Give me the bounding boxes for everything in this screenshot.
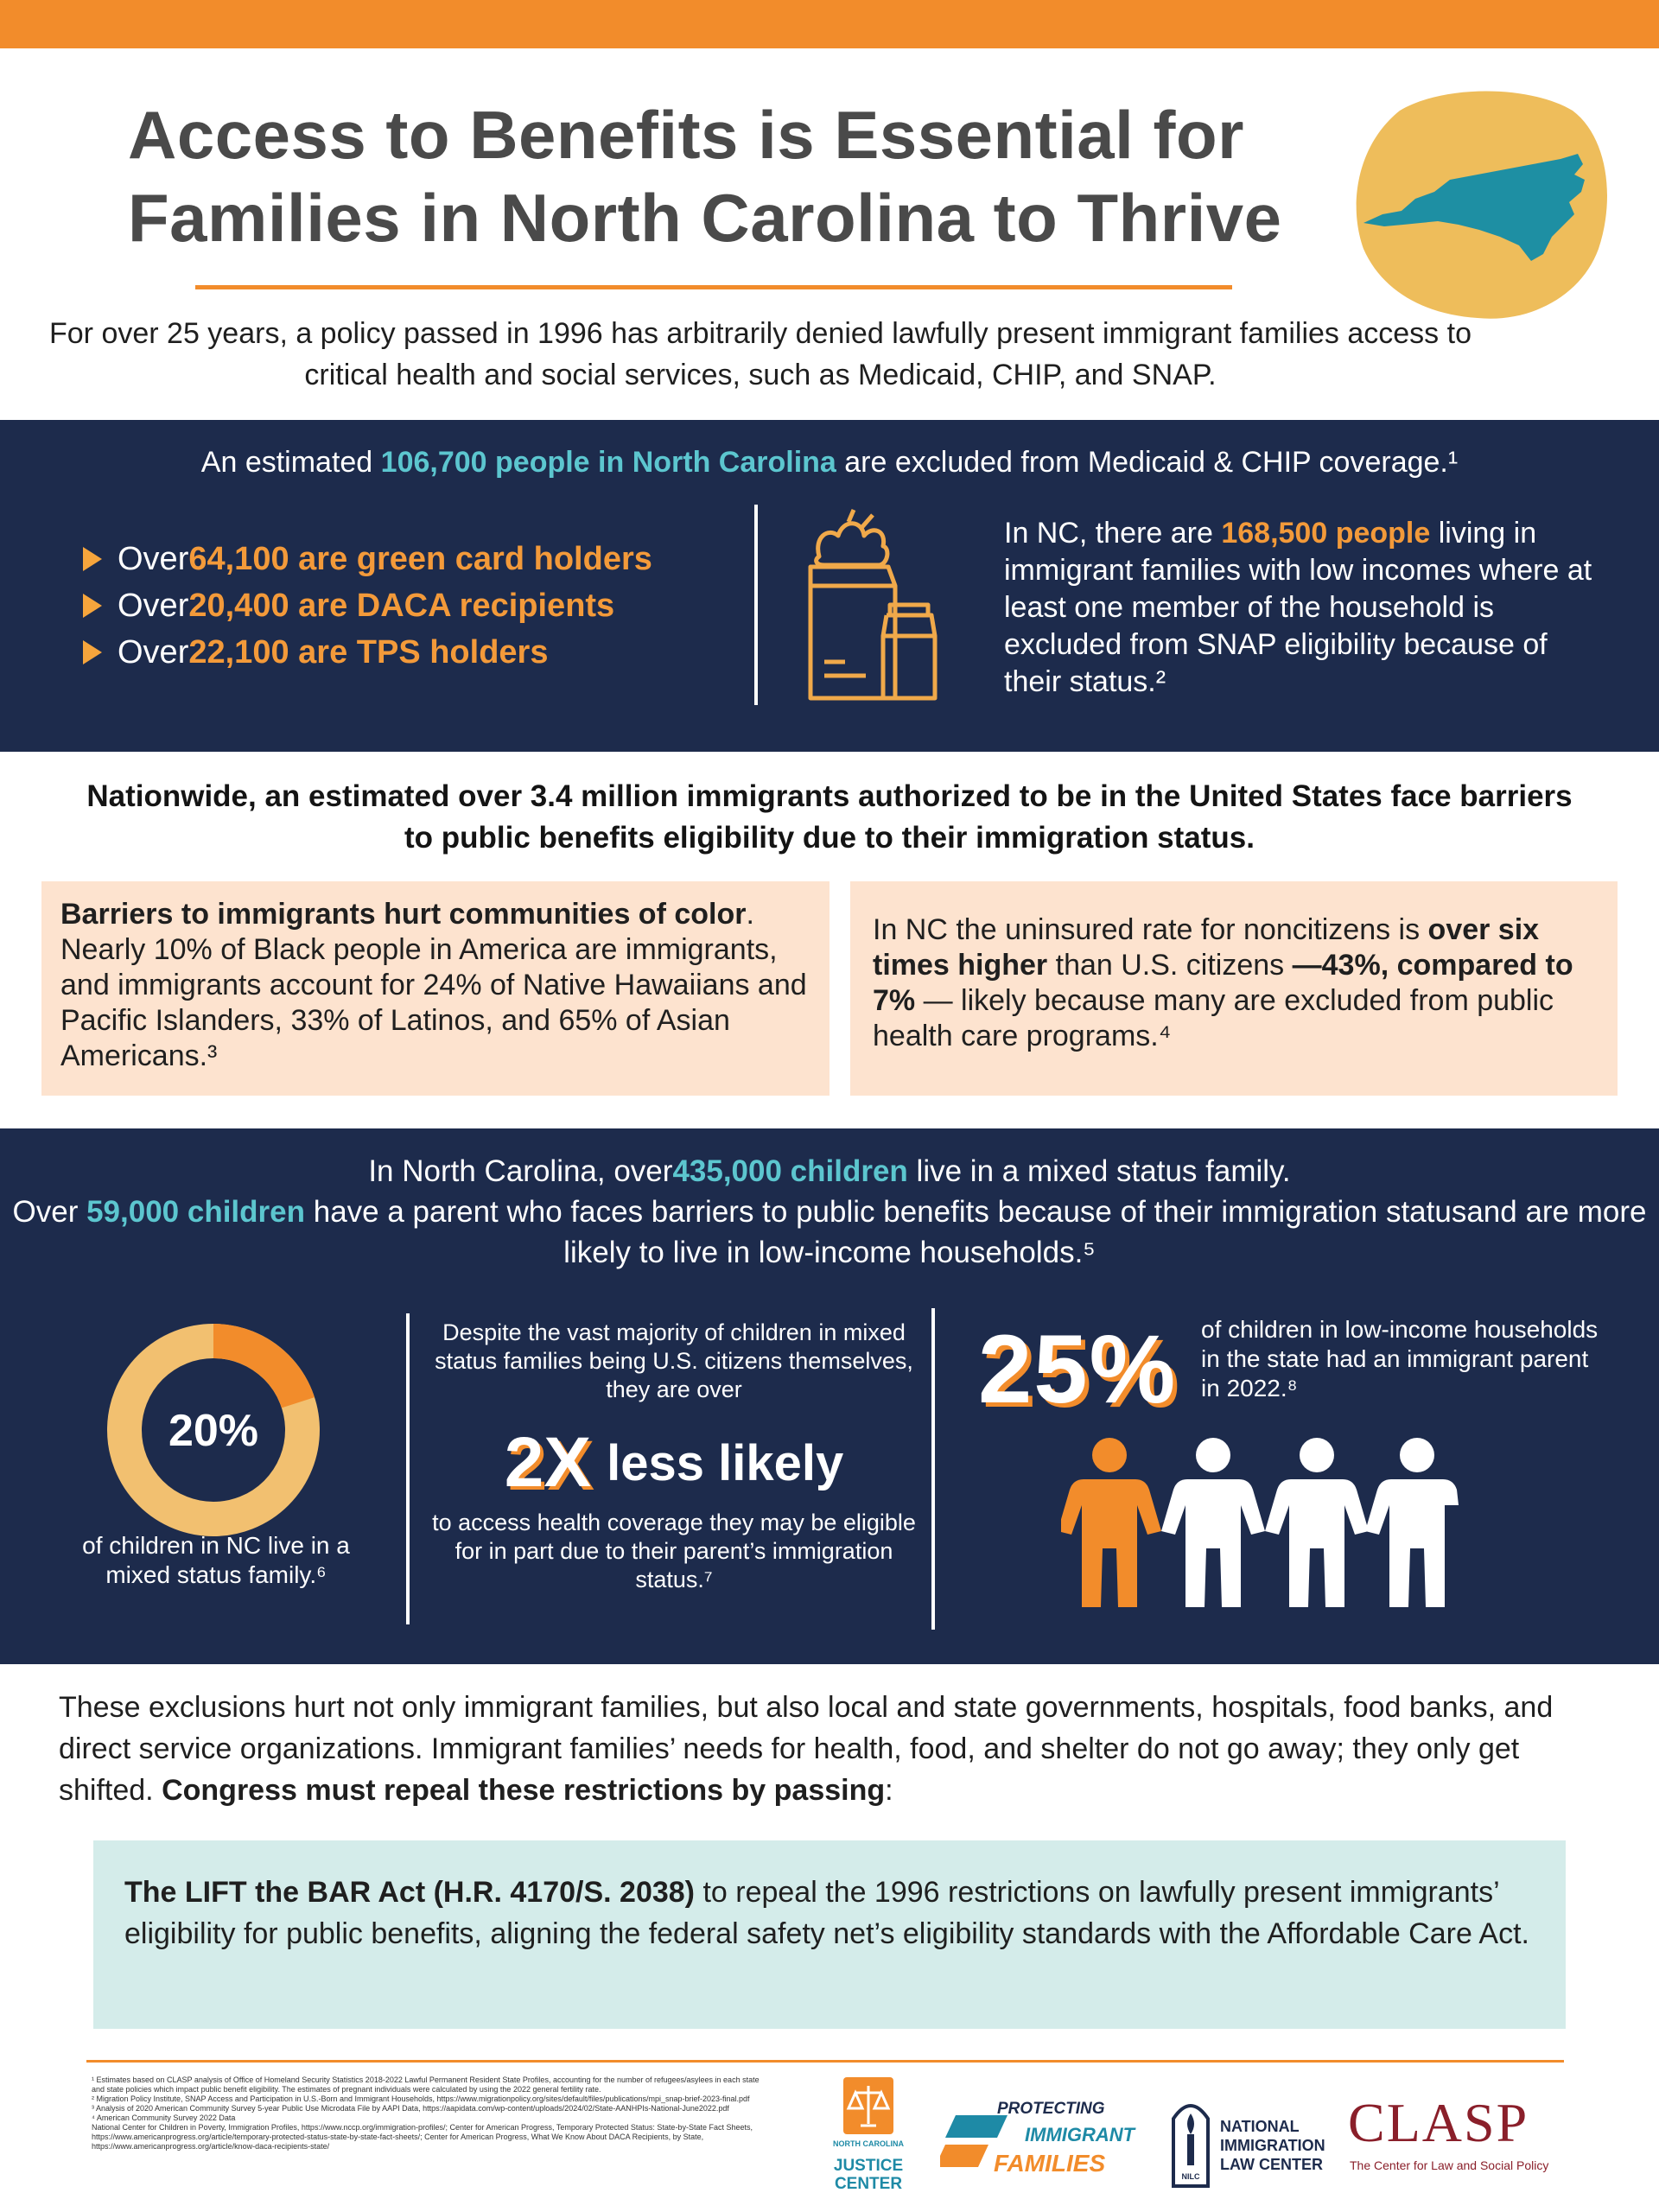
- uninsured-pre: In NC the uninsured rate for noncitizens is: [873, 913, 1428, 946]
- medicaid-headline: [0, 442, 1659, 482]
- lift-bold: The LIFT the BAR Act (H.R. 4170/S. 2038): [124, 1876, 695, 1909]
- national-immigration-law-center-logo: [1166, 2089, 1348, 2193]
- bullet-pre: Over: [118, 588, 189, 624]
- bullet-triangle-icon: [83, 640, 102, 664]
- children-section: [0, 1128, 1659, 1664]
- uninsured-mid: than U.S. citizens: [1047, 949, 1293, 982]
- two-x-value: 2X: [504, 1423, 592, 1502]
- vertical-divider: [754, 505, 758, 705]
- less-likely-detail: to access health coverage they may be eligible for in part due to their parent’s immigration status.⁷: [432, 1510, 916, 1592]
- snap-exclusion-text: [1004, 515, 1609, 701]
- uninsured-bold-1: over six times higher: [873, 913, 1540, 982]
- lift-rest: to repeal the 1996 restrictions on lawfully present immigrants’ eligibility for public benefits, aligning the federal safety net’s eligibility standards with the Affordable Care Act.: [124, 1876, 1530, 1950]
- bullet-pre: Over: [118, 634, 189, 671]
- grocery-bag-icon: [793, 506, 949, 705]
- barriers-rest: . Nearly 10% of Black people in America are immigrants, and immigrants account for 24% of Native Hawaiians and Pacific Islanders, 33% of Latinos, and 65% of Asian Americans.³: [60, 898, 807, 1072]
- exclusions-colon: :: [885, 1774, 893, 1807]
- pif-line-3: FAMILIES: [994, 2150, 1106, 2177]
- title-line-2: Families in North Carolina to Thrive: [128, 180, 1282, 256]
- person-icon: [1161, 1438, 1265, 1607]
- children-line1-post: live in a mixed status family.: [907, 1154, 1291, 1188]
- north-carolina-map-icon: [1348, 85, 1612, 323]
- uninsured-bold-2: —43%, compared to 7%: [873, 949, 1573, 1017]
- children-line1-highlight: 435,000 children: [672, 1154, 908, 1188]
- page-title: [128, 93, 1355, 259]
- footnote: ³ Analysis of 2020 American Community Survey 5-year Public Use Microdata File by AAPI Data, https://aapidata.com/wp-content/uploads/2024/02/State-AANHPIs-National-June2022.pdf: [92, 2104, 729, 2113]
- exclusions-bold: Congress must repeal these restrictions by passing: [162, 1774, 886, 1807]
- exclusions-paragraph: [59, 1687, 1614, 1811]
- nilc-line-3: LAW CENTER: [1220, 2156, 1323, 2173]
- footnotes: [92, 2075, 766, 2152]
- list-item: [83, 582, 757, 629]
- bullet-triangle-icon: [83, 547, 102, 571]
- immigrant-parent-percentage: 25%: [978, 1315, 1178, 1423]
- bullet-highlight: 22,100 are TPS holders: [188, 634, 549, 671]
- bullet-highlight: 64,100 are green card holders: [188, 541, 652, 577]
- person-icon: [1265, 1438, 1369, 1607]
- intro-text: For over 25 years, a policy passed in 1996 has arbitrarily denied lawfully present immigrant families access to critical health and social services, such as Medicaid, CHIP, and SNAP.: [49, 317, 1471, 391]
- footnote: ⁴ American Community Survey 2022 Data: [92, 2113, 236, 2122]
- people-icon: [1061, 1436, 1459, 1609]
- barriers-bold: Barriers to immigrants hurt communities of color: [60, 898, 747, 931]
- donut-value: 20%: [168, 1406, 259, 1456]
- bullet-pre: Over: [118, 541, 189, 577]
- children-line2-highlight: 59,000 children: [86, 1195, 305, 1229]
- nilc-line-2: IMMIGRATION: [1220, 2137, 1325, 2154]
- donut-caption: of children in NC live in a mixed status family.⁶: [82, 1532, 350, 1588]
- nilc-name: [1220, 2117, 1325, 2174]
- clasp-tagline: The Center for Law and Social Policy: [1350, 2158, 1549, 2172]
- less-likely-stat: [432, 1422, 916, 1503]
- mixed-status-donut-chart: [104, 1320, 323, 1540]
- pif-line-2: IMMIGRANT: [1025, 2124, 1135, 2145]
- exclusions-text: These exclusions hurt not only immigrant families, but also local and state governments, hospitals, food banks, and direct service organizations. Immigrant families’ needs for health, food, and shelter do not go away; they only get shifted.: [59, 1691, 1554, 1807]
- nationwide-statement: Nationwide, an estimated over 3.4 million immigrants authorized to be in the United States face barriers to public benefits eligibility due to their immigration status.: [86, 779, 1573, 855]
- medicaid-headline-post: are excluded from Medicaid & CHIP coverage.¹: [836, 446, 1459, 479]
- snap-pre: In NC, there are: [1004, 517, 1222, 550]
- njc-name-label: JUSTICE CENTER: [833, 2157, 904, 2193]
- justice-scales-icon: [830, 2075, 907, 2138]
- snap-post: living in immigrant families with low incomes where at least one member of the household is excluded from SNAP eligibility because of their status.²: [1004, 517, 1592, 698]
- children-line2-post: have a parent who faces barriers to public benefits because of their immigration statusand are more likely to live in low-income households.⁵: [305, 1195, 1647, 1269]
- uninsured-rate-card: [850, 881, 1618, 1096]
- footer-divider: [86, 2060, 1564, 2063]
- nilc-line-1: NATIONAL: [1220, 2118, 1300, 2135]
- children-line1-pre: In North Carolina, over: [368, 1154, 673, 1188]
- footnote: ¹ Estimates based on CLASP analysis of Office of Homeland Security Statistics 2018-2022 Lawful Permanent Resident State Profiles, accounting for the number of refugees/asylees in each state and state policies which impact public benefit eligibility. The estimates of pregnant individuals were calculated by using the 2022 general fertility rate.: [92, 2075, 760, 2094]
- medicaid-headline-highlight: 106,700 people in North Carolina: [380, 446, 836, 479]
- title-underline: [195, 285, 1232, 289]
- nilc-torch-icon: [1166, 2093, 1215, 2188]
- immigrant-parent-text: of children in low-income households in the state had an immigrant parent in 2022.⁸: [1201, 1316, 1599, 1402]
- top-accent-bar: [0, 0, 1659, 48]
- less-likely-label: less likely: [607, 1434, 844, 1491]
- footnote: ² Migration Policy Institute, SNAP Access and Participation in U.S.-Born and Immigrant Households, https://www.migrationpolicy.org/sites/default/files/publications/mpi_snap-brief-2023-final.pdf: [92, 2094, 750, 2103]
- pif-line-1: PROTECTING: [997, 2100, 1105, 2118]
- person-icon: [1365, 1438, 1459, 1607]
- person-icon-highlighted: [1061, 1438, 1161, 1607]
- children-headline: [0, 1151, 1659, 1273]
- protecting-immigrant-families-logo: [940, 2093, 1141, 2188]
- medicaid-headline-pre: An estimated: [200, 446, 381, 479]
- list-item: [83, 629, 757, 676]
- list-item: [83, 536, 757, 582]
- njc-state-label: NORTH CAROLINA: [833, 2139, 904, 2148]
- footnote: National Center for Children in Poverty, Immigration Profiles, https://www.nccp.org/immigration-profiles/; Center for American Progress, Temporary Protected Status: State-by-State Fact Sheets, https://www.americanprogress.org/article/temporary-protected-status-state-by-state-fact-sheets/; Center for American Progress, What We Know About DACA Recipients, by State, https://www.americanprogress.org/article/know-daca-recipients-state/: [92, 2123, 753, 2151]
- snap-highlight: 168,500 people: [1221, 517, 1431, 550]
- vertical-divider: [406, 1313, 410, 1624]
- bullet-highlight: 20,400 are DACA recipients: [188, 588, 615, 624]
- children-line2-pre: Over: [12, 1195, 87, 1229]
- exclusion-bullet-list: [83, 536, 757, 676]
- title-line-1: Access to Benefits is Essential for: [128, 97, 1244, 173]
- nc-justice-center-logo: [830, 2075, 907, 2196]
- communities-of-color-card: [41, 881, 830, 1096]
- clasp-logo: [1348, 2091, 1549, 2186]
- uninsured-post: — likely because many are excluded from public health care programs.⁴: [873, 984, 1554, 1052]
- bullet-triangle-icon: [83, 594, 102, 618]
- nilc-mark-text: NILC: [1181, 2172, 1200, 2181]
- less-likely-intro: Despite the vast majority of children in mixed status families being U.S. citizens themselves, they are over: [435, 1319, 913, 1402]
- clasp-wordmark: CLASP: [1348, 2092, 1529, 2153]
- vertical-divider: [931, 1308, 935, 1630]
- medicaid-section: [0, 420, 1659, 752]
- lift-the-bar-callout: [93, 1840, 1566, 2029]
